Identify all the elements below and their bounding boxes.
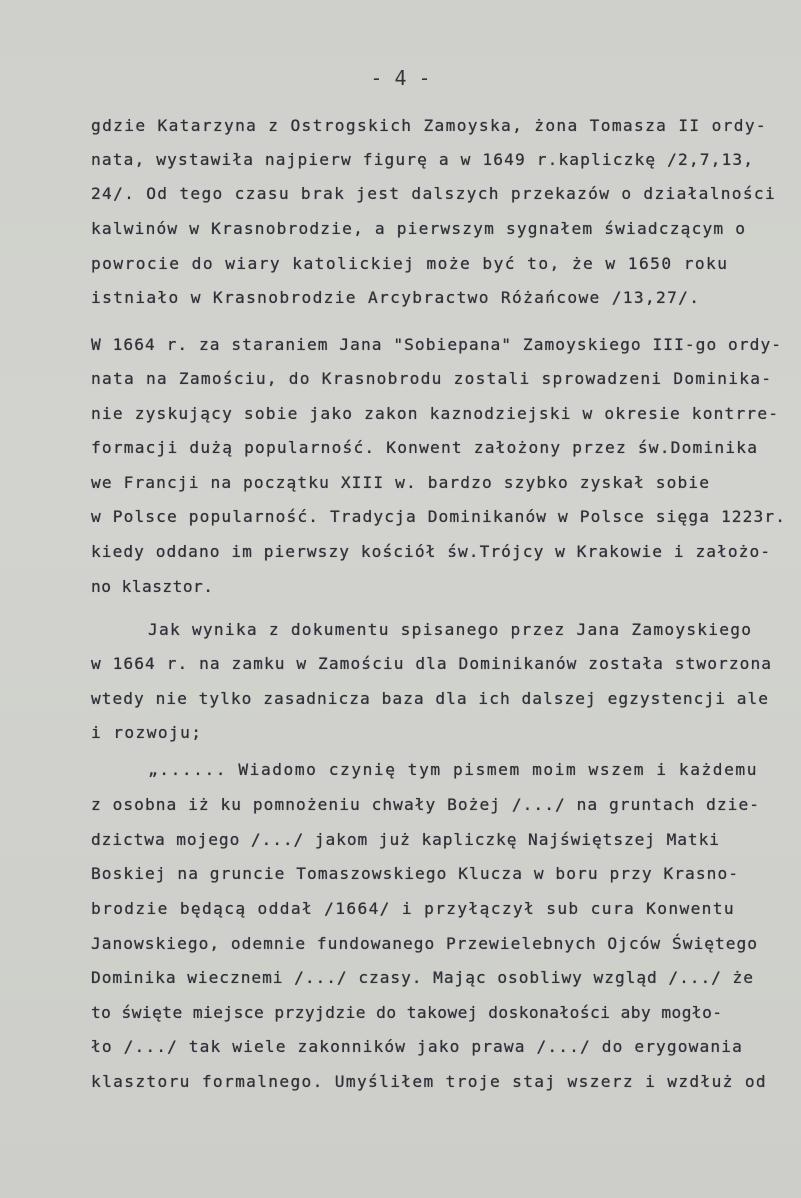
text-line: formacji dużą popularność. Konwent założony przez św.Dominika — [91, 438, 759, 457]
text-line: powrocie do wiary katolickiej może być to, że w 1650 roku — [91, 254, 729, 273]
text-line: nata na Zamościu, do Krasnobrodu zostali sprowadzeni Dominika- — [91, 369, 773, 388]
text-line: w 1664 r. na zamku w Zamościu dla Dominikanów została stworzona — [91, 654, 773, 673]
text-line: we Francji na początku XIII w. bardzo szybko zyskał sobie — [91, 473, 711, 492]
text-line: kiedy oddano im pierwszy kościół św.Trójcy w Krakowie i założo- — [91, 542, 772, 561]
text-line: gdzie Katarzyna z Ostrogskich Zamoyska, żona Tomasza II ordy- — [91, 116, 767, 135]
text-line: nie zyskujący sobie jako zakon kaznodziejski w okresie kontrre- — [91, 404, 780, 423]
text-line: dzictwa mojego /.../ jakom już kapliczkę Najświętszej Matki — [91, 830, 720, 849]
text-line: 24/. Od tego czasu brak jest dalszych przekazów o działalności — [91, 184, 776, 203]
text-line: „...... Wiadomo czynię tym pismem moim wszem i każdemu — [148, 760, 758, 779]
text-line: nata, wystawiła najpierw figurę a w 1649 r.kapliczkę /2,7,13, — [91, 150, 755, 169]
text-line: i rozwoju; — [91, 723, 203, 742]
text-line: w Polsce popularność. Tradycja Dominikanów w Polsce sięga 1223r. — [91, 507, 787, 526]
text-line: kalwinów w Krasnobrodzie, a pierwszym sygnałem świadczącym o — [91, 219, 747, 238]
text-line: Janowskiego, odemnie fundowanego Przewielebnych Ojców Świętego — [91, 934, 759, 953]
text-line: to święte miejsce przyjdzie do takowej doskonałości aby mogło- — [91, 1003, 723, 1022]
page-number: - 4 - — [370, 66, 431, 90]
text-line: Jak wynika z dokumentu spisanego przez Jana Zamoyskiego — [148, 620, 753, 639]
text-line: brodzie będącą oddał /1664/ i przyłączył sub cura Konwentu — [91, 899, 735, 918]
text-line: Dominika wiecznemi /.../ czasy. Mając osobliwy wzgląd /.../ że — [91, 968, 754, 987]
text-line: W 1664 r. za staraniem Jana "Sobiepana" Zamoyskiego III-go ordy- — [91, 335, 783, 354]
text-line: no klasztor. — [91, 577, 214, 596]
text-line: z osobna iż ku pomnożeniu chwały Bożej /.../ na gruntach dzie- — [91, 795, 761, 814]
text-line: istniało w Krasnobrodzie Arcybractwo Różańcowe /13,27/. — [91, 288, 701, 307]
text-line: ło /.../ tak wiele zakonników jako prawa /.../ do erygowania — [91, 1037, 743, 1056]
text-line: wtedy nie tylko zasadnicza baza dla ich dalszej egzystencji ale — [91, 689, 770, 708]
text-line: klasztoru formalnego. Umyśliłem troje staj wszerz i wzdłuż od — [91, 1072, 767, 1091]
text-line: Boskiej na gruncie Tomaszowskiego Klucza w boru przy Krasno- — [91, 864, 740, 883]
